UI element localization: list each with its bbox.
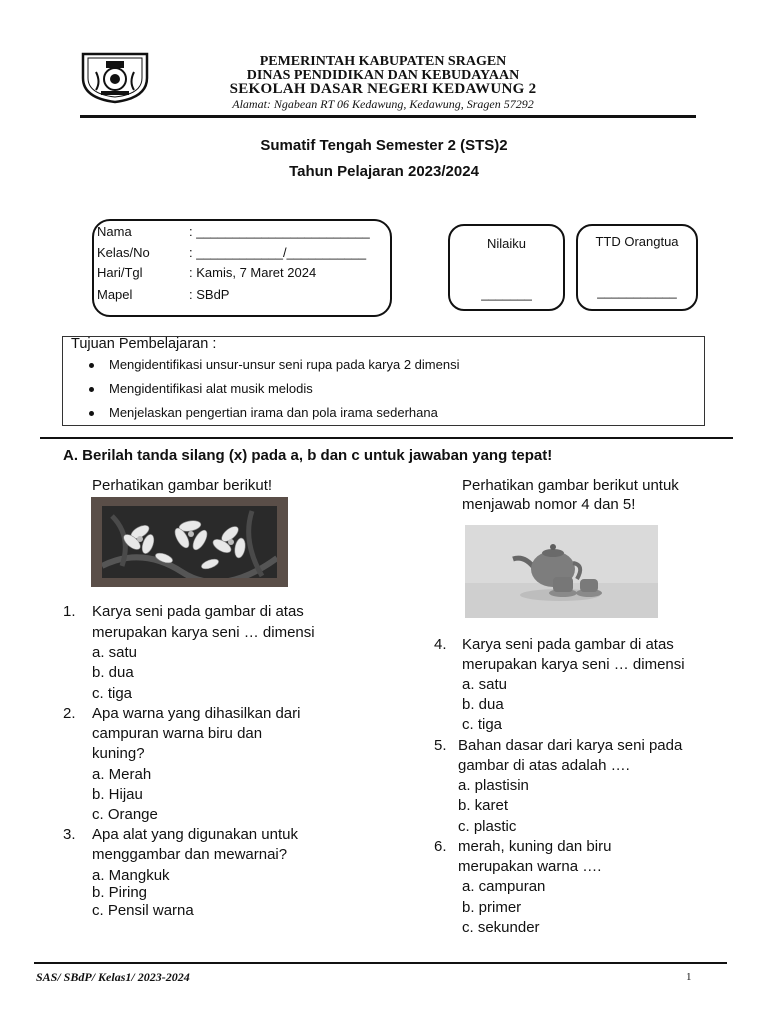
answer-option[interactable]: a. satu (92, 644, 138, 661)
date-value: : Kamis, 7 Maret 2024 (189, 265, 317, 280)
bullet-icon (89, 411, 94, 416)
question-number: 4. (434, 636, 447, 653)
answer-option[interactable]: c. Orange (92, 806, 158, 823)
question-text: Apa alat yang digunakan untuk (92, 826, 298, 843)
answer-option[interactable]: a. plastisin (458, 777, 529, 794)
name-field[interactable]: : ________________________ (189, 224, 370, 239)
learning-objectives-title: Tujuan Pembelajaran : (71, 336, 217, 352)
question-number: 2. (63, 705, 76, 722)
answer-option[interactable]: c. sekunder (462, 919, 540, 936)
right-intro: menjawab nomor 4 dan 5! (462, 496, 636, 513)
question-text: merupakan karya seni … dimensi (92, 624, 315, 641)
answer-option[interactable]: a. Mangkuk (92, 867, 170, 884)
answer-option[interactable]: c. Pensil warna (92, 902, 194, 919)
answer-option[interactable]: b. dua (92, 664, 134, 681)
bullet-icon (89, 387, 94, 392)
left-intro: Perhatikan gambar berikut! (92, 477, 273, 494)
parent-signature-field[interactable]: ___________ (597, 284, 677, 299)
answer-option[interactable]: c. tiga (92, 685, 133, 702)
identity-label: Kelas/No (97, 245, 150, 260)
question-number: 1. (63, 603, 76, 620)
clay-teapot-set (465, 525, 658, 618)
right-intro: Perhatikan gambar berikut untuk (462, 477, 679, 494)
answer-option[interactable]: a. campuran (462, 878, 546, 895)
answer-option[interactable]: b. Hijau (92, 786, 143, 803)
header-government: PEMERINTAH KABUPATEN SRAGEN (259, 54, 507, 69)
question-text: menggambar dan mewarnai? (92, 846, 288, 863)
question-number: 3. (63, 826, 76, 843)
answer-option[interactable]: b. Piring (92, 884, 148, 901)
answer-option[interactable]: c. tiga (462, 716, 503, 733)
identity-label: Hari/Tgl (97, 265, 143, 280)
section-divider (40, 437, 733, 439)
answer-option[interactable]: a. satu (462, 676, 508, 693)
question-text: merah, kuning dan biru (458, 838, 612, 855)
score-field[interactable]: _______ (481, 286, 532, 301)
footer-label: SAS/ SBdP/ Kelas1/ 2023-2024 (36, 970, 190, 984)
header-address: Alamat: Ngabean RT 06 Kedawung, Kedawung, Sragen 57292 (232, 97, 534, 111)
identity-label: Nama (97, 224, 132, 239)
question-text: Karya seni pada gambar di atas (92, 603, 304, 620)
footer-rule (34, 962, 727, 964)
answer-option[interactable]: b. dua (462, 696, 504, 713)
question-text: gambar di atas adalah …. (458, 757, 630, 774)
subject-value: : SBdP (189, 287, 230, 302)
question-text: kuning? (92, 745, 145, 762)
question-text: merupakan karya seni … dimensi (462, 656, 685, 673)
score-box (448, 224, 565, 311)
identity-label: Mapel (97, 287, 133, 302)
answer-option[interactable]: b. primer (462, 899, 522, 916)
regency-emblem-icon (79, 52, 151, 104)
answer-option[interactable]: c. plastic (458, 818, 517, 835)
question-text: Karya seni pada gambar di atas (462, 636, 674, 653)
class-number-field[interactable]: : ____________/___________ (189, 245, 367, 260)
academic-year: Tahun Pelajaran 2023/2024 (289, 163, 479, 180)
header-department: DINAS PENDIDIKAN DAN KEBUDAYAAN (246, 68, 520, 83)
framed-flower-painting (91, 497, 288, 587)
page-number: 1 (686, 971, 692, 983)
header-rule (80, 115, 696, 118)
question-number: 6. (434, 838, 447, 855)
answer-option[interactable]: b. karet (458, 797, 509, 814)
header-school-name: SEKOLAH DASAR NEGERI KEDAWUNG 2 (229, 81, 537, 97)
parent-signature-label: TTD Orangtua (595, 234, 679, 249)
question-text: campuran warna biru dan (92, 725, 263, 742)
question-text: Bahan dasar dari karya seni pada (458, 737, 683, 754)
question-text: Apa warna yang dihasilkan dari (92, 705, 301, 722)
bullet-icon (89, 363, 94, 368)
parent-signature-box (576, 224, 698, 311)
answer-option[interactable]: a. Merah (92, 766, 152, 783)
exam-title: Sumatif Tengah Semester 2 (STS)2 (260, 137, 508, 154)
section-a-instruction: A. Berilah tanda silang (x) pada a, b dan c untuk jawaban yang tepat! (63, 447, 553, 464)
question-number: 5. (434, 737, 447, 754)
score-label: Nilaiku (486, 236, 526, 251)
question-text: merupakan warna …. (458, 858, 602, 875)
